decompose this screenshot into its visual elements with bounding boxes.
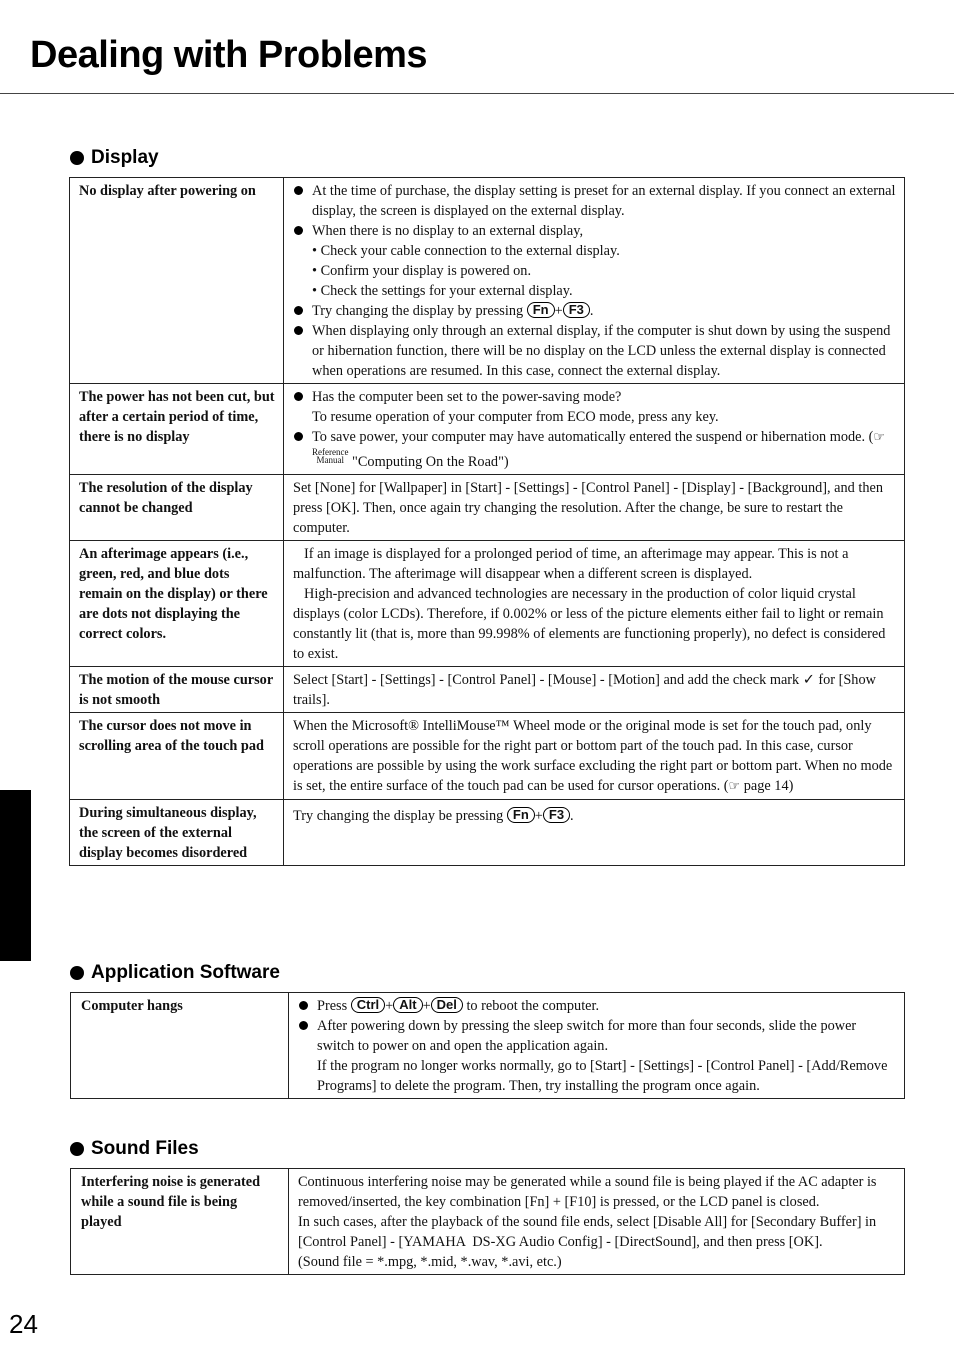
- f3-key: F3: [543, 807, 570, 823]
- display-section-heading: [70, 147, 159, 169]
- page-number: 24: [9, 1309, 38, 1339]
- table-row: [70, 800, 905, 866]
- paragraph: High-precision and advanced technologies are necessary in the production of color liquid crystal displays (color LCDs). Therefore, if 0.002% or less of the picture elements either fail to light or remain constantly lit (that is, more than 99.998% of elements are functioning properly), no defect is considered to exist.: [293, 586, 886, 662]
- section-bullet-icon: [70, 151, 84, 165]
- solution-cell: [289, 1169, 905, 1275]
- solution-cell: [289, 993, 905, 1099]
- sub-item: • Check the settings for your external display.: [312, 283, 573, 299]
- list-item-text: to reboot the computer.: [462, 998, 600, 1014]
- section-bullet-icon: [70, 966, 84, 980]
- sound-section-heading: [70, 1138, 199, 1160]
- plus-sign: +: [534, 808, 543, 824]
- problem-cell: The resolution of the display cannot be changed: [70, 475, 284, 541]
- paragraph: In such cases, after the playback of the sound file ends, select [Disable All] for [Secondary Buffer] in [Control Panel] - [YAMAHA DS-XG Audio Config] - [DirectSound], and then press [OK]. (Sound file = *.mpg, *.mid, *.wav, *.avi, etc.): [298, 1214, 880, 1270]
- list-item: When displaying only through an external display, if the computer is shut down by using the suspend or hibernation function, there will be no display on the LCD unless the external display is connected when operations are resumed. In this case, connect the external display.: [293, 321, 897, 381]
- list-item-text: When there is no display to an external display,: [312, 223, 584, 239]
- alt-key: Alt: [393, 997, 422, 1013]
- reference-manual-mark: Reference Manual: [312, 447, 349, 465]
- application-heading-text: Application Software: [91, 962, 280, 983]
- pointing-hand-icon: ☞: [728, 779, 741, 794]
- problem-cell: The power has not been cut, but after a certain period of time, there is no display: [70, 384, 284, 475]
- table-row: [70, 667, 905, 713]
- display-heading-text: Display: [91, 147, 159, 168]
- f3-key: F3: [563, 302, 590, 318]
- fn-key: Fn: [507, 807, 535, 823]
- pointing-hand-icon: ☞: [873, 430, 886, 445]
- sound-problems-table: [70, 1168, 905, 1275]
- paragraph: Try changing the display be pressing: [293, 808, 504, 824]
- table-row: [70, 178, 905, 384]
- problem-cell: The motion of the mouse cursor is not smooth: [70, 667, 284, 713]
- problem-cell: The cursor does not move in scrolling area of the touch pad: [70, 713, 284, 800]
- section-bullet-icon: [70, 1142, 84, 1156]
- problem-cell: An afterimage appears (i.e., green, red, and blue dots remain on the display) or there are dots not displaying the correct colors.: [70, 541, 284, 667]
- table-row: [70, 713, 905, 800]
- sub-item: To resume operation of your computer from ECO mode, press any key.: [312, 409, 719, 425]
- list-item: [293, 301, 897, 321]
- page-title: Dealing with Problems: [30, 34, 428, 76]
- ctrl-key: Ctrl: [351, 997, 385, 1013]
- list-item: [293, 387, 897, 427]
- list-item-text: To save power, your computer may have automatically entered the suspend or hibernation mode. (: [312, 429, 874, 445]
- solution-cell: [284, 178, 905, 384]
- list-item: [293, 427, 897, 472]
- paragraph: Continuous interfering noise may be generated while a sound file is being played if the AC adapter is removed/inserted, the key combination [Fn] + [F10] is pressed, or the LCD panel is closed.: [298, 1174, 877, 1210]
- solution-cell: [284, 384, 905, 475]
- del-key: Del: [431, 997, 463, 1013]
- problem-cell: Interfering noise is generated while a sound file is being played: [71, 1169, 289, 1275]
- table-row: [71, 993, 905, 1099]
- list-item-text: "Computing On the Road"): [348, 454, 509, 470]
- period: .: [589, 303, 594, 319]
- sub-paragraph: If the program no longer works normally, go to [Start] - [Settings] - [Control Panel] - [Add/Remove Programs] to delete the program. Then, try installing the program once again.: [317, 1058, 888, 1094]
- application-section-heading: [70, 962, 280, 984]
- list-item-text: Has the computer been set to the power-saving mode?: [312, 389, 622, 405]
- list-item: At the time of purchase, the display setting is preset for an external display. If you connect an external display, the screen is displayed on the external display.: [293, 181, 897, 221]
- table-row: [70, 384, 905, 475]
- chapter-side-tab: [0, 790, 31, 961]
- table-row: [70, 541, 905, 667]
- solution-cell: Set [None] for [Wallpaper] in [Start] - [Settings] - [Control Panel] - [Display] - [Background], and then press [OK]. Then, once again try changing the resolution. After the change, be sure to restart the computer.: [284, 475, 905, 541]
- plus-sign: +: [422, 998, 431, 1014]
- problem-cell: Computer hangs: [71, 993, 289, 1099]
- list-item: [298, 996, 897, 1016]
- title-divider: [0, 93, 954, 94]
- list-item-text: After powering down by pressing the sleep switch for more than four seconds, slide the power switch to power on and open the application again.: [317, 1018, 857, 1054]
- table-row: [71, 1169, 905, 1275]
- fn-key: Fn: [527, 302, 555, 318]
- display-problems-table: [69, 177, 905, 866]
- solution-cell: [284, 713, 905, 800]
- plus-sign: +: [385, 998, 394, 1014]
- plus-sign: +: [554, 303, 563, 319]
- list-item-text: Press: [317, 998, 348, 1014]
- period: .: [570, 808, 574, 824]
- sub-item: • Check your cable connection to the external display.: [312, 243, 620, 259]
- list-item-text: Try changing the display by pressing: [312, 303, 524, 319]
- application-problems-table: [70, 992, 905, 1099]
- problem-cell: During simultaneous display, the screen of the external display becomes disordered: [70, 800, 284, 866]
- solution-cell: [284, 541, 905, 667]
- paragraph: If an image is displayed for a prolonged period of time, an afterimage may appear. This is not a malfunction. The afterimage will disappear when a different screen is displayed.: [293, 546, 849, 582]
- table-row: [70, 475, 905, 541]
- sub-item: • Confirm your display is powered on.: [312, 263, 532, 279]
- solution-cell: [284, 800, 905, 866]
- sound-heading-text: Sound Files: [91, 1138, 199, 1159]
- paragraph: When the Microsoft® IntelliMouse™ Wheel mode or the original mode is set for the touch pad, only scroll operations are possible for the right part or bottom part of the touch pad. In this case, cursor operations are possible by using the work surface excluding the right part or bottom part. When no mode is set, the entire surface of the touch pad can be used for cursor operations. (: [293, 718, 893, 794]
- solution-cell: Select [Start] - [Settings] - [Control Panel] - [Mouse] - [Motion] and add the check mark ✓ for [Show trails].: [284, 667, 905, 713]
- problem-cell: No display after powering on: [70, 178, 284, 384]
- paragraph: page 14): [740, 778, 794, 794]
- list-item: [293, 221, 897, 301]
- list-item: [298, 1016, 897, 1096]
